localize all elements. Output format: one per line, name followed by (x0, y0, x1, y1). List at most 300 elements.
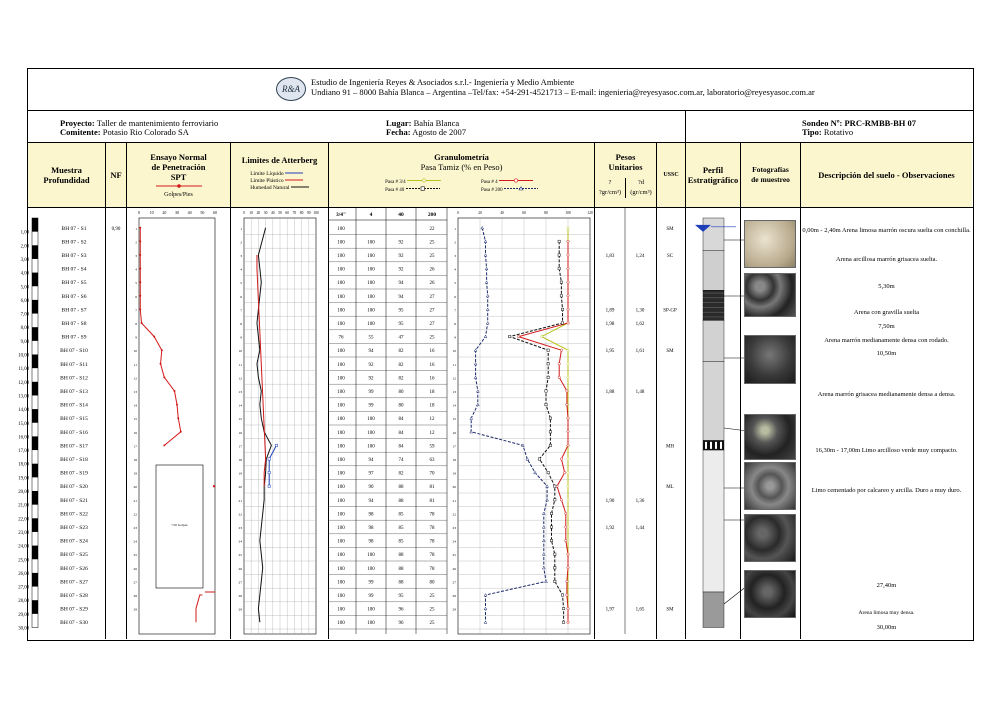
sieve-value: 85 (398, 539, 404, 545)
sample-id: BH 07 - S18 (60, 457, 88, 463)
spt-point (153, 336, 155, 338)
depth-scale-block (32, 546, 38, 560)
sieve-value: 82 (398, 376, 404, 382)
depth-label: 22,00 (18, 517, 29, 523)
sieve-value: 78 (429, 539, 435, 545)
depth-label: 28,00 (18, 599, 29, 605)
sieve-value: 59 (429, 444, 435, 450)
grain-depth-tick: 20 (452, 485, 456, 490)
gamma-value: 1,97 (605, 607, 615, 613)
grain-depth-tick: 26 (452, 566, 456, 571)
sieve-value: 80 (429, 580, 435, 586)
strata-clay-mark (715, 442, 717, 449)
pasa-40-point (561, 594, 563, 596)
depth-label: 24,00 (18, 544, 29, 550)
depth-label: 3,00 (20, 257, 29, 263)
spt-depth-tick: 16 (133, 430, 137, 435)
grain-depth-tick: 16 (452, 430, 456, 435)
depth-label: 5,00 (20, 285, 29, 291)
sieve-value: 100 (337, 254, 345, 259)
pasa-40-point (562, 621, 564, 623)
sieve-value: 100 (337, 308, 345, 314)
sample-id: BH 07 - S28 (60, 593, 88, 599)
description-text: 30,00m (876, 624, 897, 631)
grain-depth-tick: 22 (452, 512, 456, 517)
spt-point (139, 254, 141, 256)
spt-depth-tick: 28 (133, 594, 137, 598)
spt-depth-tick: 26 (133, 566, 137, 571)
sieve-value: 25 (429, 594, 435, 599)
sieve-value: 100 (337, 240, 345, 246)
atterberg-tick: 80 (299, 211, 304, 215)
strata-clay-mark (720, 442, 722, 449)
description-text: Limo cementado por calcareo y arcilla. Duro a muy duro. (811, 487, 962, 494)
sieve-value: 100 (337, 376, 345, 382)
pasa-4-point (567, 281, 569, 283)
pasa-4-point (565, 512, 567, 514)
sieve-value: 100 (337, 430, 345, 436)
grain-depth-tick: 23 (452, 526, 456, 530)
spt-depth-tick: 5 (135, 281, 137, 286)
pasa-40-point (554, 580, 556, 582)
grain-depth-tick: 12 (452, 376, 456, 381)
ussc-class: SM (666, 226, 674, 232)
pasa-4-point (566, 403, 568, 405)
description-text: 0,00m - 2,40m Arena limosa marrón oscura suelta con conchilla. (802, 227, 971, 234)
sieve-value: 100 (367, 444, 375, 450)
sieve-value: 16 (429, 362, 435, 368)
sieve-value: 88 (398, 553, 404, 559)
sieve-value: 100 (337, 526, 345, 531)
ussc-class: ML (666, 485, 674, 491)
atterberg-depth-tick: 11 (238, 362, 242, 367)
grain-tick: 80 (544, 211, 548, 215)
sieve-value: 25 (429, 621, 435, 627)
sieve-value: 100 (367, 254, 375, 259)
sieve-col-header: 200 (427, 212, 437, 218)
sieve-value: 98 (368, 512, 374, 518)
depth-label: 1,00 (20, 230, 29, 236)
spt-tick: 10 (149, 210, 154, 215)
description-text: Arena limosa muy densa. (858, 610, 915, 616)
pasa-40-point (547, 349, 549, 351)
atterberg-depth-tick: 1 (240, 226, 242, 231)
sample-id: BH 07 - S11 (60, 361, 88, 368)
sample-id: BH 07 - S4 (61, 266, 87, 273)
pasa-40-point (545, 403, 547, 405)
gamma-value: 1,89 (605, 308, 615, 314)
pasa-40-point (560, 295, 562, 297)
grain-tick: 60 (522, 211, 526, 215)
ussc-class: SM (666, 607, 674, 613)
sample-id: BH 07 - S5 (61, 280, 87, 287)
sieve-value: 82 (398, 471, 404, 477)
sieve-value: 100 (367, 553, 375, 559)
sieve-value: 25 (429, 240, 435, 246)
sieve-value: 100 (337, 553, 345, 559)
sieve-value: 100 (367, 621, 375, 627)
pasa-4-point (558, 376, 560, 378)
strata-layer (703, 450, 724, 592)
atterberg-tick: 100 (313, 211, 319, 215)
pasa-40-point (554, 485, 556, 487)
spt-point (139, 227, 141, 229)
sample-id: BH 07 - S10 (60, 348, 88, 355)
sieve-value: 78 (429, 512, 435, 518)
sondeo: Sondeo Nº: PRC-RMBB-BH 07 (802, 118, 917, 128)
sieve-value: 100 (337, 349, 345, 355)
atterberg-depth-tick: 25 (238, 553, 242, 558)
spt-point (139, 240, 141, 242)
sample-id: BH 07 - S13 (60, 389, 88, 395)
depth-scale-block (32, 573, 38, 587)
sieve-value: 94 (368, 349, 374, 355)
depth-label: 26,00 (18, 571, 29, 577)
depth-scale-block (32, 409, 38, 423)
depth-label: 6,00 (20, 298, 29, 304)
sieve-value: 82 (398, 349, 404, 355)
sample-photo (744, 570, 796, 618)
sieve-value: 82 (398, 362, 404, 368)
sieve-value: 100 (337, 539, 345, 545)
sieve-value: 26 (429, 281, 435, 287)
depth-scale-block (32, 518, 38, 532)
gamma-d-value: 1,65 (635, 607, 645, 613)
grain-depth-tick: 6 (454, 294, 456, 299)
spt-depth-tick: 12 (133, 376, 137, 381)
sieve-value: 95 (398, 308, 404, 314)
sieve-col-header: 4 (369, 212, 373, 218)
sieve-value: 26 (429, 267, 435, 273)
sieve-value: 92 (398, 240, 404, 246)
atterberg-tick: 70 (292, 211, 297, 215)
fecha: Fecha: Agosto de 2007 (386, 127, 467, 137)
sample-id: BH 07 - S29 (60, 606, 88, 613)
atterberg-depth-tick: 4 (240, 267, 242, 272)
depth-label: 20,00 (18, 490, 29, 495)
grain-depth-tick: 7 (454, 308, 456, 313)
depth-label: 4,00 (20, 271, 29, 277)
depth-label: 14,00 (18, 408, 29, 414)
spt-point (173, 390, 175, 392)
sample-id: BH 07 - S15 (60, 416, 88, 423)
sample-photo (744, 335, 796, 384)
spt-depth-tick: 17 (133, 444, 137, 449)
sieve-value: 100 (337, 580, 345, 586)
sample-id: BH 07 - S21 (60, 497, 88, 504)
sieve-value: 100 (337, 417, 345, 423)
sieve-value: 84 (398, 417, 404, 423)
spt-depth-tick: 18 (133, 458, 137, 462)
atterberg-tick: 90 (307, 211, 311, 215)
spt-point (163, 376, 165, 378)
gamma-value: 1,92 (605, 526, 615, 531)
pasa-40-point (558, 254, 560, 256)
sieve-value: 100 (337, 362, 345, 368)
pasa-4-point (565, 539, 567, 541)
depth-label: 12,00 (18, 380, 29, 386)
description-text: 5,30m (878, 283, 895, 290)
spt-tick: 30 (175, 210, 179, 215)
sieve-col-header: 40 (398, 212, 404, 218)
header-spt: Ensayo Normal de Penetración SPT Golpes/Pies (127, 143, 230, 207)
sieve-value: 78 (429, 553, 435, 559)
grain-tick: 0 (457, 211, 459, 215)
pasa-40-point (558, 240, 560, 242)
spt-depth-tick: 6 (135, 294, 137, 299)
pasa-40-point (545, 390, 547, 392)
header-pesos: Pesos Unitarios ? ?gr/cm³) ?d (gr/cm³) (595, 143, 656, 207)
pasa-40-point (562, 607, 564, 609)
pasa-4-point (564, 471, 566, 473)
sieve-value: 100 (337, 607, 345, 613)
sieve-value: 100 (337, 390, 345, 395)
spt-tick: 0 (138, 210, 140, 215)
pasa-4-point (517, 335, 519, 337)
sieve-value: 100 (337, 512, 345, 518)
pasa-4-point (560, 458, 562, 460)
pasa-4-point (567, 254, 569, 256)
strata-layer (703, 592, 724, 627)
sieve-value: 98 (368, 526, 374, 531)
grain-tick: 120 (587, 211, 593, 215)
atterberg-tick: 40 (271, 211, 275, 215)
depth-label: 30,00 (18, 626, 29, 632)
spt-point (139, 308, 141, 310)
grain-depth-tick: 24 (452, 539, 456, 544)
atterberg-depth-tick: 2 (240, 240, 242, 245)
atterberg-depth-tick: 6 (240, 294, 242, 299)
depth-label: 29,00 (18, 612, 29, 618)
sieve-value: 12 (429, 417, 435, 423)
sieve-value: 85 (398, 526, 404, 531)
atterberg-tick: 50 (278, 211, 282, 215)
sieve-value: 18 (429, 403, 435, 409)
depth-label: 23,00 (18, 530, 29, 536)
spt-depth-tick: 23 (133, 526, 137, 530)
gamma-value: 1,90 (605, 498, 615, 504)
spt-point (177, 417, 179, 419)
sample-id: BH 07 - S6 (61, 293, 87, 300)
grain-depth-tick: 13 (452, 390, 456, 394)
atterberg-depth-tick: 24 (238, 539, 242, 544)
spt-point (213, 485, 215, 487)
sample-id: BH 07 - S30 (60, 620, 88, 627)
spt-tick: 40 (187, 210, 192, 215)
sieve-value: 100 (367, 240, 375, 246)
sieve-value: 80 (398, 390, 404, 395)
spt-depth-tick: 22 (133, 512, 137, 517)
spt-point (139, 295, 141, 297)
limite-liquido-point (268, 458, 270, 460)
sieve-value: 100 (337, 322, 345, 327)
sieve-value: 27 (429, 322, 435, 327)
sieve-value: 74 (398, 458, 404, 463)
sieve-value: 100 (337, 281, 345, 287)
sample-id: BH 07 - S24 (60, 538, 88, 545)
sample-id: BH 07 - S8 (61, 321, 87, 327)
spt-depth-tick: 24 (133, 539, 137, 544)
gamma-value: 1,95 (605, 349, 615, 355)
grain-depth-tick: 10 (452, 349, 456, 354)
grain-depth-tick: 28 (452, 594, 456, 598)
grain-depth-tick: 5 (454, 281, 456, 286)
comitente: Comitente: Potasio Rio Colorado SA (60, 127, 189, 137)
sieve-value: 85 (398, 512, 404, 518)
sample-photo (744, 273, 796, 317)
atterberg-depth-tick: 14 (238, 403, 242, 408)
atterberg-depth-tick: 16 (238, 430, 242, 435)
depth-label: 9,00 (20, 339, 29, 345)
sieve-value: 12 (429, 430, 435, 436)
sample-id: BH 07 - S12 (60, 375, 88, 382)
proyecto: Proyecto: Taller de mantenimiento ferroviario (60, 118, 219, 128)
sieve-value: 100 (337, 471, 345, 477)
grain-depth-tick: 18 (452, 458, 456, 462)
depth-scale-block (32, 436, 38, 450)
sample-id: BH 07 - S9 (61, 334, 87, 341)
description-text: Arena marrón medianamente densa con rodado. (824, 337, 949, 344)
pasa-4-point (567, 308, 569, 310)
sieve-value: 100 (337, 621, 345, 627)
sample-id: BH 07 - S27 (60, 579, 88, 586)
sieve-value: 78 (429, 526, 435, 531)
atterberg-depth-tick: 22 (238, 512, 242, 517)
grain-depth-tick: 11 (452, 362, 456, 367)
description-text: 10,50m (876, 350, 897, 357)
sieve-value: 90 (368, 485, 374, 491)
spt-depth-tick: 19 (133, 471, 137, 476)
spt-depth-tick: 29 (133, 607, 137, 612)
pasa-40-point (547, 376, 549, 378)
sieve-value: 100 (367, 322, 375, 327)
pasa-40-point (547, 363, 549, 365)
company-logo: R&A (276, 77, 306, 101)
sieve-value: 55 (368, 335, 374, 341)
description-text: 27,40m (876, 582, 897, 589)
sample-photo (744, 514, 796, 562)
depth-label: 27,00 (18, 585, 29, 591)
sieve-value: 98 (368, 539, 374, 545)
depth-label: 15,00 (18, 421, 29, 427)
spt-depth-tick: 27 (133, 580, 137, 585)
sample-photo (744, 220, 796, 268)
gamma-d-value: 1,61 (635, 349, 645, 355)
gamma-d-value: 1,30 (635, 308, 645, 314)
sieve-value: 92 (398, 254, 404, 259)
grain-depth-tick: 4 (454, 267, 456, 272)
pasa-4-point (566, 390, 568, 392)
grain-depth-tick: 21 (452, 498, 456, 503)
ussc-class: MH (665, 444, 675, 450)
atterberg-tick: 30 (263, 211, 268, 215)
sieve-value: 84 (398, 444, 404, 450)
sieve-value: 25 (429, 254, 435, 259)
grain-depth-tick: 3 (454, 254, 456, 258)
sieve-value: 100 (337, 498, 345, 504)
grain-depth-tick: 14 (452, 403, 456, 408)
strata-clay-mark (705, 442, 707, 449)
sample-id: BH 07 - S1 (61, 225, 87, 232)
sieve-value: 96 (398, 621, 404, 627)
sample-id: BH 07 - S25 (60, 552, 88, 559)
sieve-value: 99 (368, 403, 374, 409)
pasa-4-point (560, 499, 562, 501)
header-atterberg: Limites de Atterberg Límite Líquido Límite Plástico Humedad Natural (231, 143, 328, 207)
sample-id: BH 07 - S20 (60, 484, 88, 491)
sample-id: BH 07 - S22 (60, 511, 88, 518)
sieve-value: 100 (367, 281, 375, 287)
atterberg-depth-tick: 21 (238, 498, 242, 503)
limite-liquido-point (275, 444, 277, 446)
grain-depth-tick: 1 (454, 226, 456, 231)
pasa-4-point (560, 349, 562, 351)
pasa-40-point (554, 499, 556, 501)
sieve-value: 88 (398, 580, 404, 586)
spt-point (161, 349, 163, 351)
sieve-value: 22 (429, 226, 435, 232)
sieve-value: 100 (337, 226, 345, 232)
sample-id: BH 07 - S2 (61, 239, 87, 246)
description-text: 16,30m - 17,00m Limo arcilloso verde muy compacto. (815, 447, 958, 454)
sieve-value: 94 (398, 294, 404, 300)
grain-depth-tick: 25 (452, 553, 456, 558)
header-muestra: Muestra Profundidad (28, 143, 105, 207)
sample-photo (744, 462, 796, 510)
atterberg-depth-tick: 27 (238, 580, 242, 585)
depth-label: 7,00 (20, 312, 29, 318)
sieve-value: 100 (337, 444, 345, 450)
spt-tick: 60 (213, 210, 217, 215)
sample-id: BH 07 - S23 (60, 525, 88, 531)
sieve-value: 100 (337, 458, 345, 463)
pasa-4-point (566, 580, 568, 582)
sieve-value: 27 (429, 294, 435, 300)
depth-scale-block (32, 273, 38, 287)
sample-id: BH 07 - S14 (60, 402, 88, 409)
sieve-value: 63 (429, 458, 435, 463)
pasa-4-point (567, 295, 569, 297)
gamma-d-value: 1,48 (635, 390, 645, 395)
sieve-value: 16 (429, 376, 435, 382)
sample-id: BH 07 - S7 (61, 307, 87, 314)
pasa-4-point (567, 322, 569, 324)
grain-depth-tick: 29 (452, 607, 456, 612)
sieve-value: 80 (398, 403, 404, 409)
sieve-col-header: 3/4" (335, 212, 347, 218)
strata-layer (703, 320, 724, 361)
sieve-value: 100 (367, 417, 375, 423)
sieve-value: 100 (367, 294, 375, 300)
sieve-value: 92 (368, 376, 374, 382)
spt-depth-tick: 8 (135, 322, 137, 326)
atterberg-depth-tick: 18 (238, 458, 242, 462)
atterberg-depth-tick: 19 (238, 471, 242, 476)
sieve-value: 92 (398, 267, 404, 273)
spt-depth-tick: 9 (135, 335, 137, 340)
description-text: Arena arcillosa marrón grisacea suelta. (835, 256, 938, 263)
gamma-d-value: 1,24 (635, 254, 645, 259)
sample-id: BH 07 - S26 (60, 565, 88, 572)
pasa-40-point (538, 458, 540, 460)
sample-id: BH 07 - S19 (60, 470, 88, 477)
sample-id: BH 07 - S3 (61, 253, 87, 259)
pasa-40-point (549, 444, 551, 446)
sieve-value: 100 (367, 566, 375, 572)
grain-depth-tick: 15 (452, 417, 456, 422)
depth-label: 13,00 (18, 394, 29, 400)
pasa-40-point (554, 567, 556, 569)
